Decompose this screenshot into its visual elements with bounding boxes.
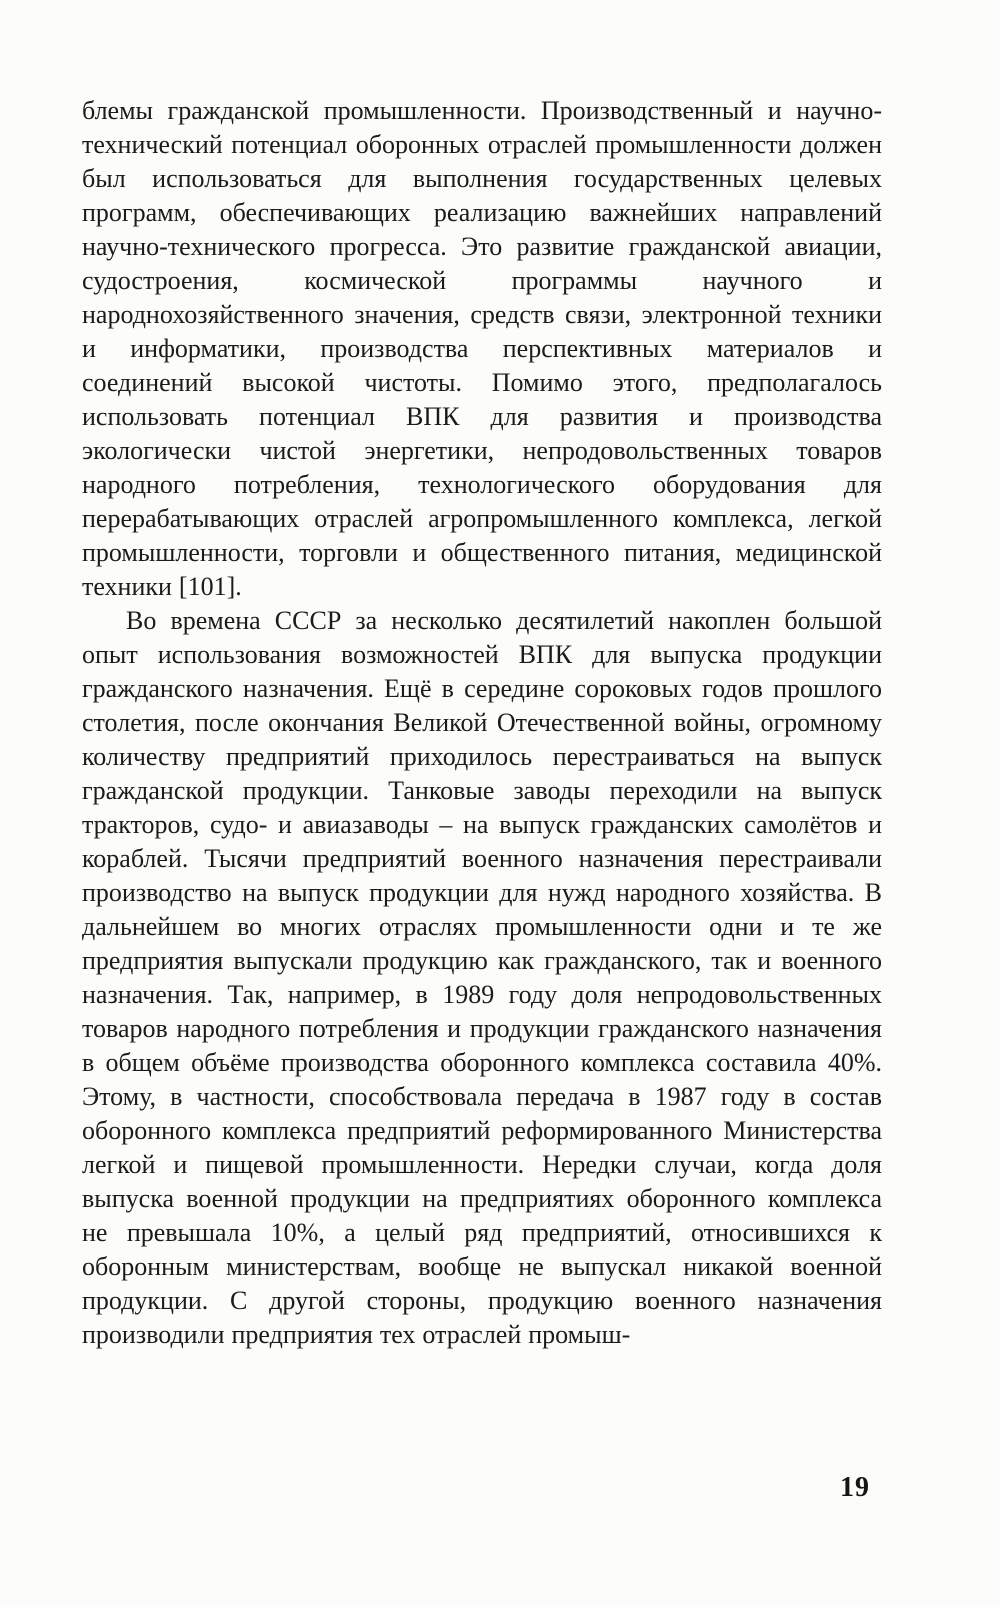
paragraph-ussr-vpk-experience: Во времена СССР за несколько десятилетий накоплен большой опыт использования возможностей ВПК для выпуска продукции гражданского назначения. Ещё в середине сороковых годов прошлого столетия, после окончания Великой Отечественной войны, огромному количеству предприятий приходилось перестраиваться на выпуск гражданской продукции. Танковые заводы переходили на выпуск тракторов, судо- и авиазаводы – на выпуск гражданских самолётов и кораблей. Тысячи предприятий военного назначения перестраивали производство на выпуск продукции для нужд народного хозяйства. В дальнейшем во многих отраслях промышленности одни и те же предприятия выпускали продукцию как гражданского, так и военного назначения. Так, например, в 1989 году доля непродовольственных товаров народного потребления и продукции гражданского назначения в общем объёме производства оборонного комплекса составила 40%. Этому, в частности, способствовала передача в 1987 году в состав оборонного комплекса предприятий реформированного Министерства легкой и пищевой промышленности. Нередки случаи, когда доля выпуска военной продукции на предприятиях оборонного комплекса не превышала 10%, а целый ряд предприятий, относившихся к оборонным министерствам, вообще не выпускал никакой военной продукции. С другой стороны, продукцию военного назначения производили предприятия тех отраслей промыш-: [82, 606, 882, 1349]
page-text-block: [82, 94, 882, 1352]
page-number: 19: [840, 1472, 870, 1503]
paragraph-continuation: блемы гражданской промышленности. Производственный и научно-технический потенциал оборонных отраслей промышленности должен был использоваться для выполнения государственных целевых программ, обеспечивающих реализацию важнейших направлений научно-технического прогресса. Это развитие гражданской авиации, судостроения, космической программы научного и народнохозяйственного значения, средств связи, электронной техники и информатики, производства перспективных материалов и соединений высокой чистоты. Помимо этого, предполагалось использовать потенциал ВПК для развития и производства экологически чистой энергетики, непродовольственных товаров народного потребления, технологического оборудования для перерабатывающих отраслей агропромышленного комплекса, легкой промышленности, торговли и общественного питания, медицинской техники [101].: [82, 96, 882, 601]
